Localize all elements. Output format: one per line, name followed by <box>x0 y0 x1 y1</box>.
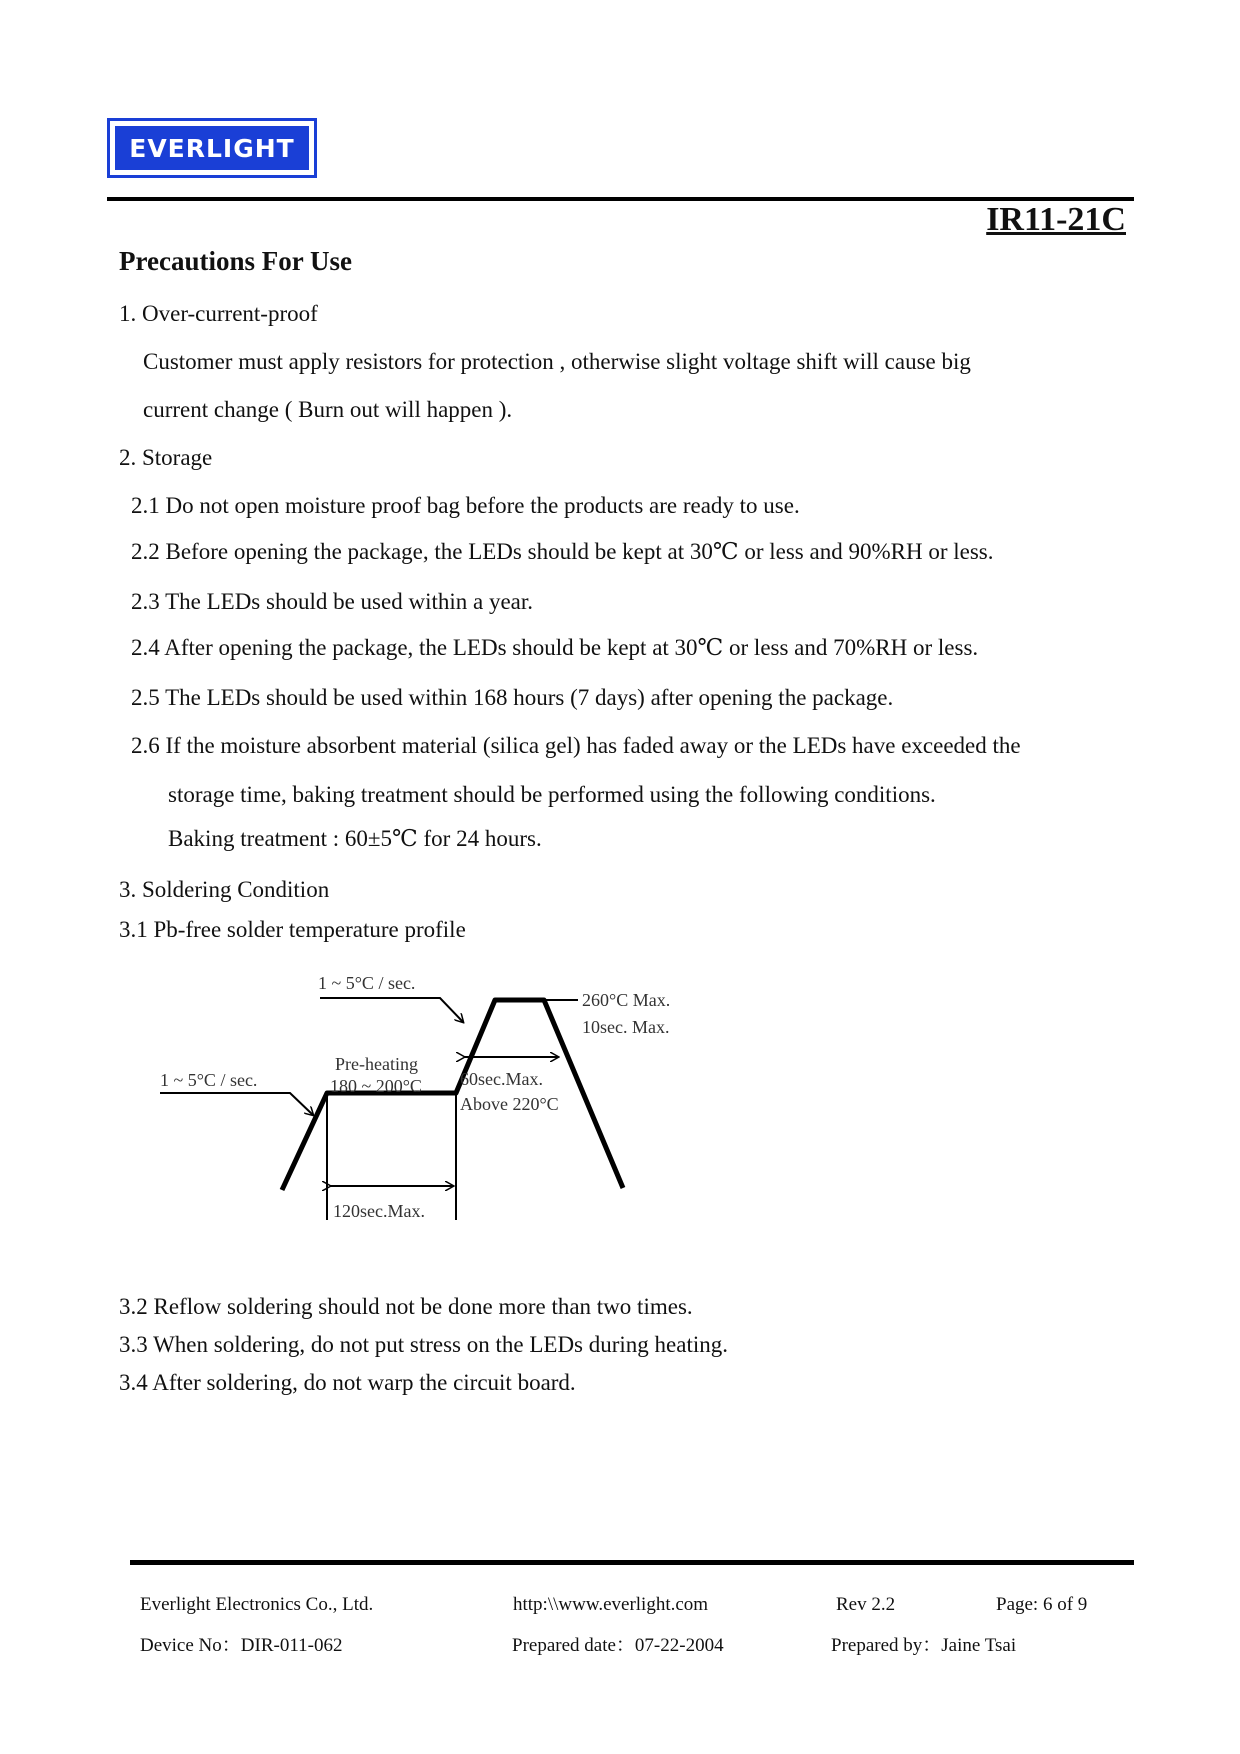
item-3-2: 3.2 Reflow soldering should not be done more than two times. <box>119 1294 693 1319</box>
footer-company: Everlight Electronics Co., Ltd. <box>140 1594 374 1615</box>
ramp-up-left-label: 1 ~ 5°C / sec. <box>160 1070 258 1090</box>
item-2-1: 2.1 Do not open moisture proof bag before the products are ready to use. <box>131 493 800 518</box>
peak-temp-label: 260°C Max. <box>582 990 671 1010</box>
peak-time-label: 10sec. Max. <box>582 1017 670 1037</box>
footer-url[interactable]: http:\\www.everlight.com <box>513 1594 709 1615</box>
ramp-up-top-label: 1 ~ 5°C / sec. <box>318 973 416 993</box>
part-number: IR11-21C <box>986 201 1126 238</box>
item-3-1: 3.1 Pb-free solder temperature profile <box>119 917 466 942</box>
footer-device-no: Device No：DIR-011-062 <box>140 1635 343 1656</box>
header-rule <box>107 197 1134 201</box>
section-1-text-line1: Customer must apply resistors for protection , otherwise slight voltage shift will cause big <box>143 349 971 374</box>
logo-text: EVERLIGHT <box>115 126 309 170</box>
section-2-heading: 2. Storage <box>119 445 213 470</box>
footer-prepared-by: Prepared by：Jaine Tsai <box>831 1635 1017 1656</box>
footer-rev: Rev 2.2 <box>836 1594 896 1615</box>
item-2-6-line1: 2.6 If the moisture absorbent material (silica gel) has faded away or the LEDs have exceeded the <box>131 733 1021 758</box>
item-2-5: 2.5 The LEDs should be used within 168 hours (7 days) after opening the package. <box>131 685 894 710</box>
page-title: Precautions For Use <box>119 246 352 276</box>
solder-temperature-profile-diagram <box>150 960 710 1240</box>
preheat-time-label: 120sec.Max. <box>333 1201 425 1221</box>
item-2-6-baking: Baking treatment : 60±5℃ for 24 hours. <box>168 826 542 851</box>
item-3-4: 3.4 After soldering, do not warp the circuit board. <box>119 1370 576 1395</box>
above-time-label: 60sec.Max. <box>460 1069 543 1089</box>
section-1-heading: 1. Over-current-proof <box>119 301 318 326</box>
preheat-label: Pre-heating <box>335 1054 418 1074</box>
ramp-left-pointer <box>160 1093 313 1115</box>
section-3-heading: 3. Soldering Condition <box>119 877 330 902</box>
above-temp-label: Above 220°C <box>460 1094 559 1114</box>
item-2-4: 2.4 After opening the package, the LEDs should be kept at 30℃ or less and 70%RH or less. <box>131 635 979 660</box>
item-2-3: 2.3 The LEDs should be used within a year. <box>131 589 534 614</box>
everlight-logo <box>107 118 317 178</box>
section-1-text-line2: current change ( Burn out will happen ). <box>143 397 513 422</box>
item-3-3: 3.3 When soldering, do not put stress on the LEDs during heating. <box>119 1332 728 1357</box>
footer-rule <box>130 1560 1134 1565</box>
item-2-2: 2.2 Before opening the package, the LEDs should be kept at 30℃ or less and 90%RH or less. <box>131 539 994 564</box>
preheat-range-label: 180 ~ 200°C <box>330 1076 422 1096</box>
footer-prepared-date: Prepared date：07-22-2004 <box>512 1635 724 1656</box>
item-2-6-line2: storage time, baking treatment should be performed using the following conditions. <box>168 782 936 807</box>
ramp-top-pointer <box>320 998 463 1022</box>
footer-page: Page: 6 of 9 <box>996 1594 1088 1615</box>
